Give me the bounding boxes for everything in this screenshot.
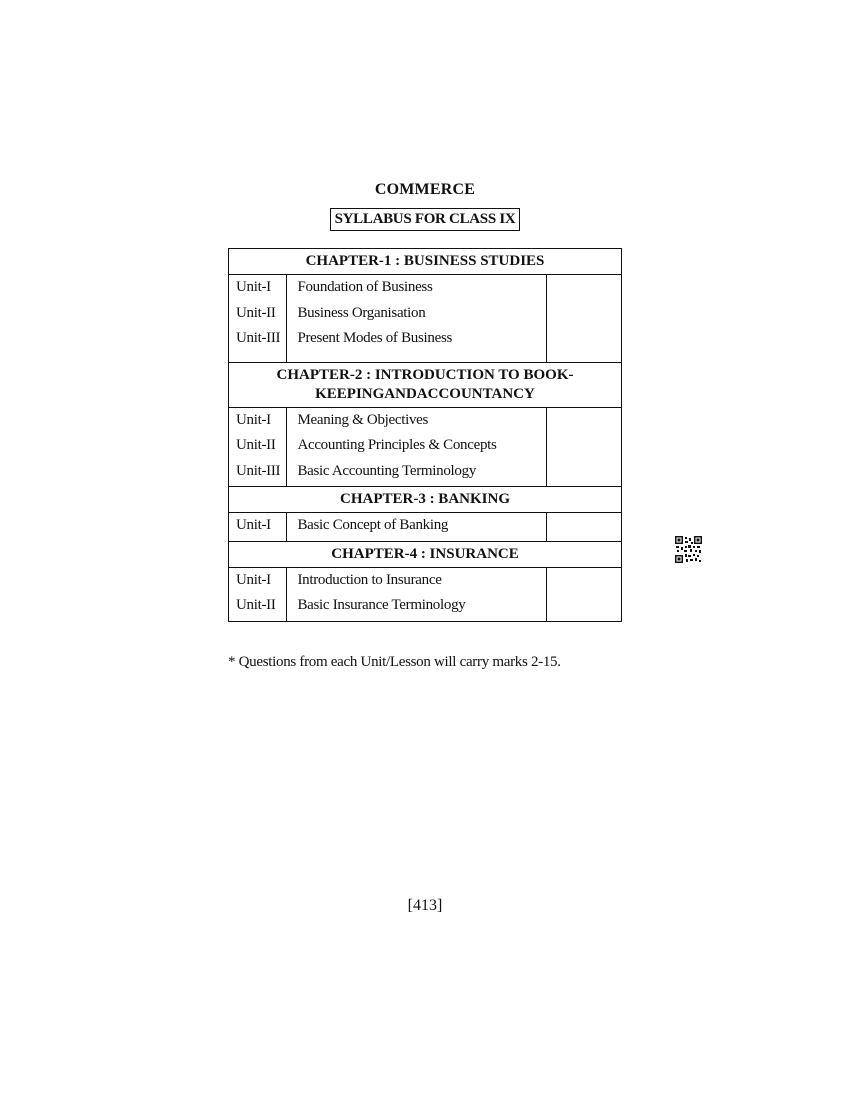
unit-label: Unit-I [236,279,271,295]
chapter-2-units-row [229,407,622,487]
chapter-3-header-row [229,487,622,513]
chapter-1-marks-cell [547,275,622,363]
chapter-4-title: CHAPTER-4 : INSURANCE [229,541,622,567]
chapter-4-units-row [229,567,622,621]
page-number: [413] [407,897,443,914]
unit-topic: Accounting Principles & Concepts [297,437,497,453]
chapter-3-unit-cell [229,513,287,542]
chapter-4-topic-cell [287,567,547,621]
unit-label: Unit-I [236,411,271,428]
chapter-1-title: CHAPTER-1 : BUSINESS STUDIES [229,249,622,275]
chapter-2-unit-cell [229,407,287,487]
unit-topic: Business Organisation [297,304,426,321]
footnote: * Questions from each Unit/Lesson will carry marks 2-15. [228,654,561,670]
unit-label: Unit-I [236,571,271,588]
chapter-3-units-row [229,513,622,542]
unit-label: Unit-I [236,517,271,533]
chapter-1-header-row [229,249,622,275]
unit-topic: Introduction to Insurance [297,571,442,588]
unit-topic: Present Modes of Business [297,330,453,346]
chapter-1-units-row [229,275,622,363]
unit-label: Unit-III [236,330,281,346]
chapter-3-title: CHAPTER-3 : BANKING [229,487,622,513]
chapter-2-header-row [229,362,622,407]
unit-topic: Basic Concept of Banking [297,517,449,533]
chapter-4-marks-cell [547,567,622,621]
chapter-2-marks-cell [547,407,622,487]
syllabus-title-wrap [0,208,850,231]
syllabus-table [228,248,622,622]
unit-topic: Basic Insurance Terminology [297,597,466,613]
chapter-2-title [229,362,622,407]
chapter-3-marks-cell [547,513,622,542]
chapter-4-header-row [229,541,622,567]
unit-topic: Foundation of Business [297,279,433,295]
subject-title: COMMERCE [374,181,476,198]
chapter-2-title-line2: KEEPINGANDACCOUNTANCY [315,385,535,402]
unit-label: Unit-II [236,437,276,453]
chapter-4-unit-cell [229,567,287,621]
qr-code-icon [675,536,702,563]
chapter-2-title-line1: CHAPTER-2 : INTRODUCTION TO BOOK- [276,366,574,383]
unit-label: Unit-II [236,597,276,613]
unit-label: Unit-II [236,304,276,321]
chapter-1-unit-cell [229,275,287,363]
unit-topic: Basic Accounting Terminology [297,462,477,479]
syllabus-title: SYLLABUS FOR CLASS IX [330,208,521,231]
unit-topic: Meaning & Objectives [297,411,429,428]
chapter-1-topic-cell [287,275,547,363]
chapter-2-topic-cell [287,407,547,487]
chapter-3-topic-cell [287,513,547,542]
unit-label: Unit-III [236,462,281,479]
